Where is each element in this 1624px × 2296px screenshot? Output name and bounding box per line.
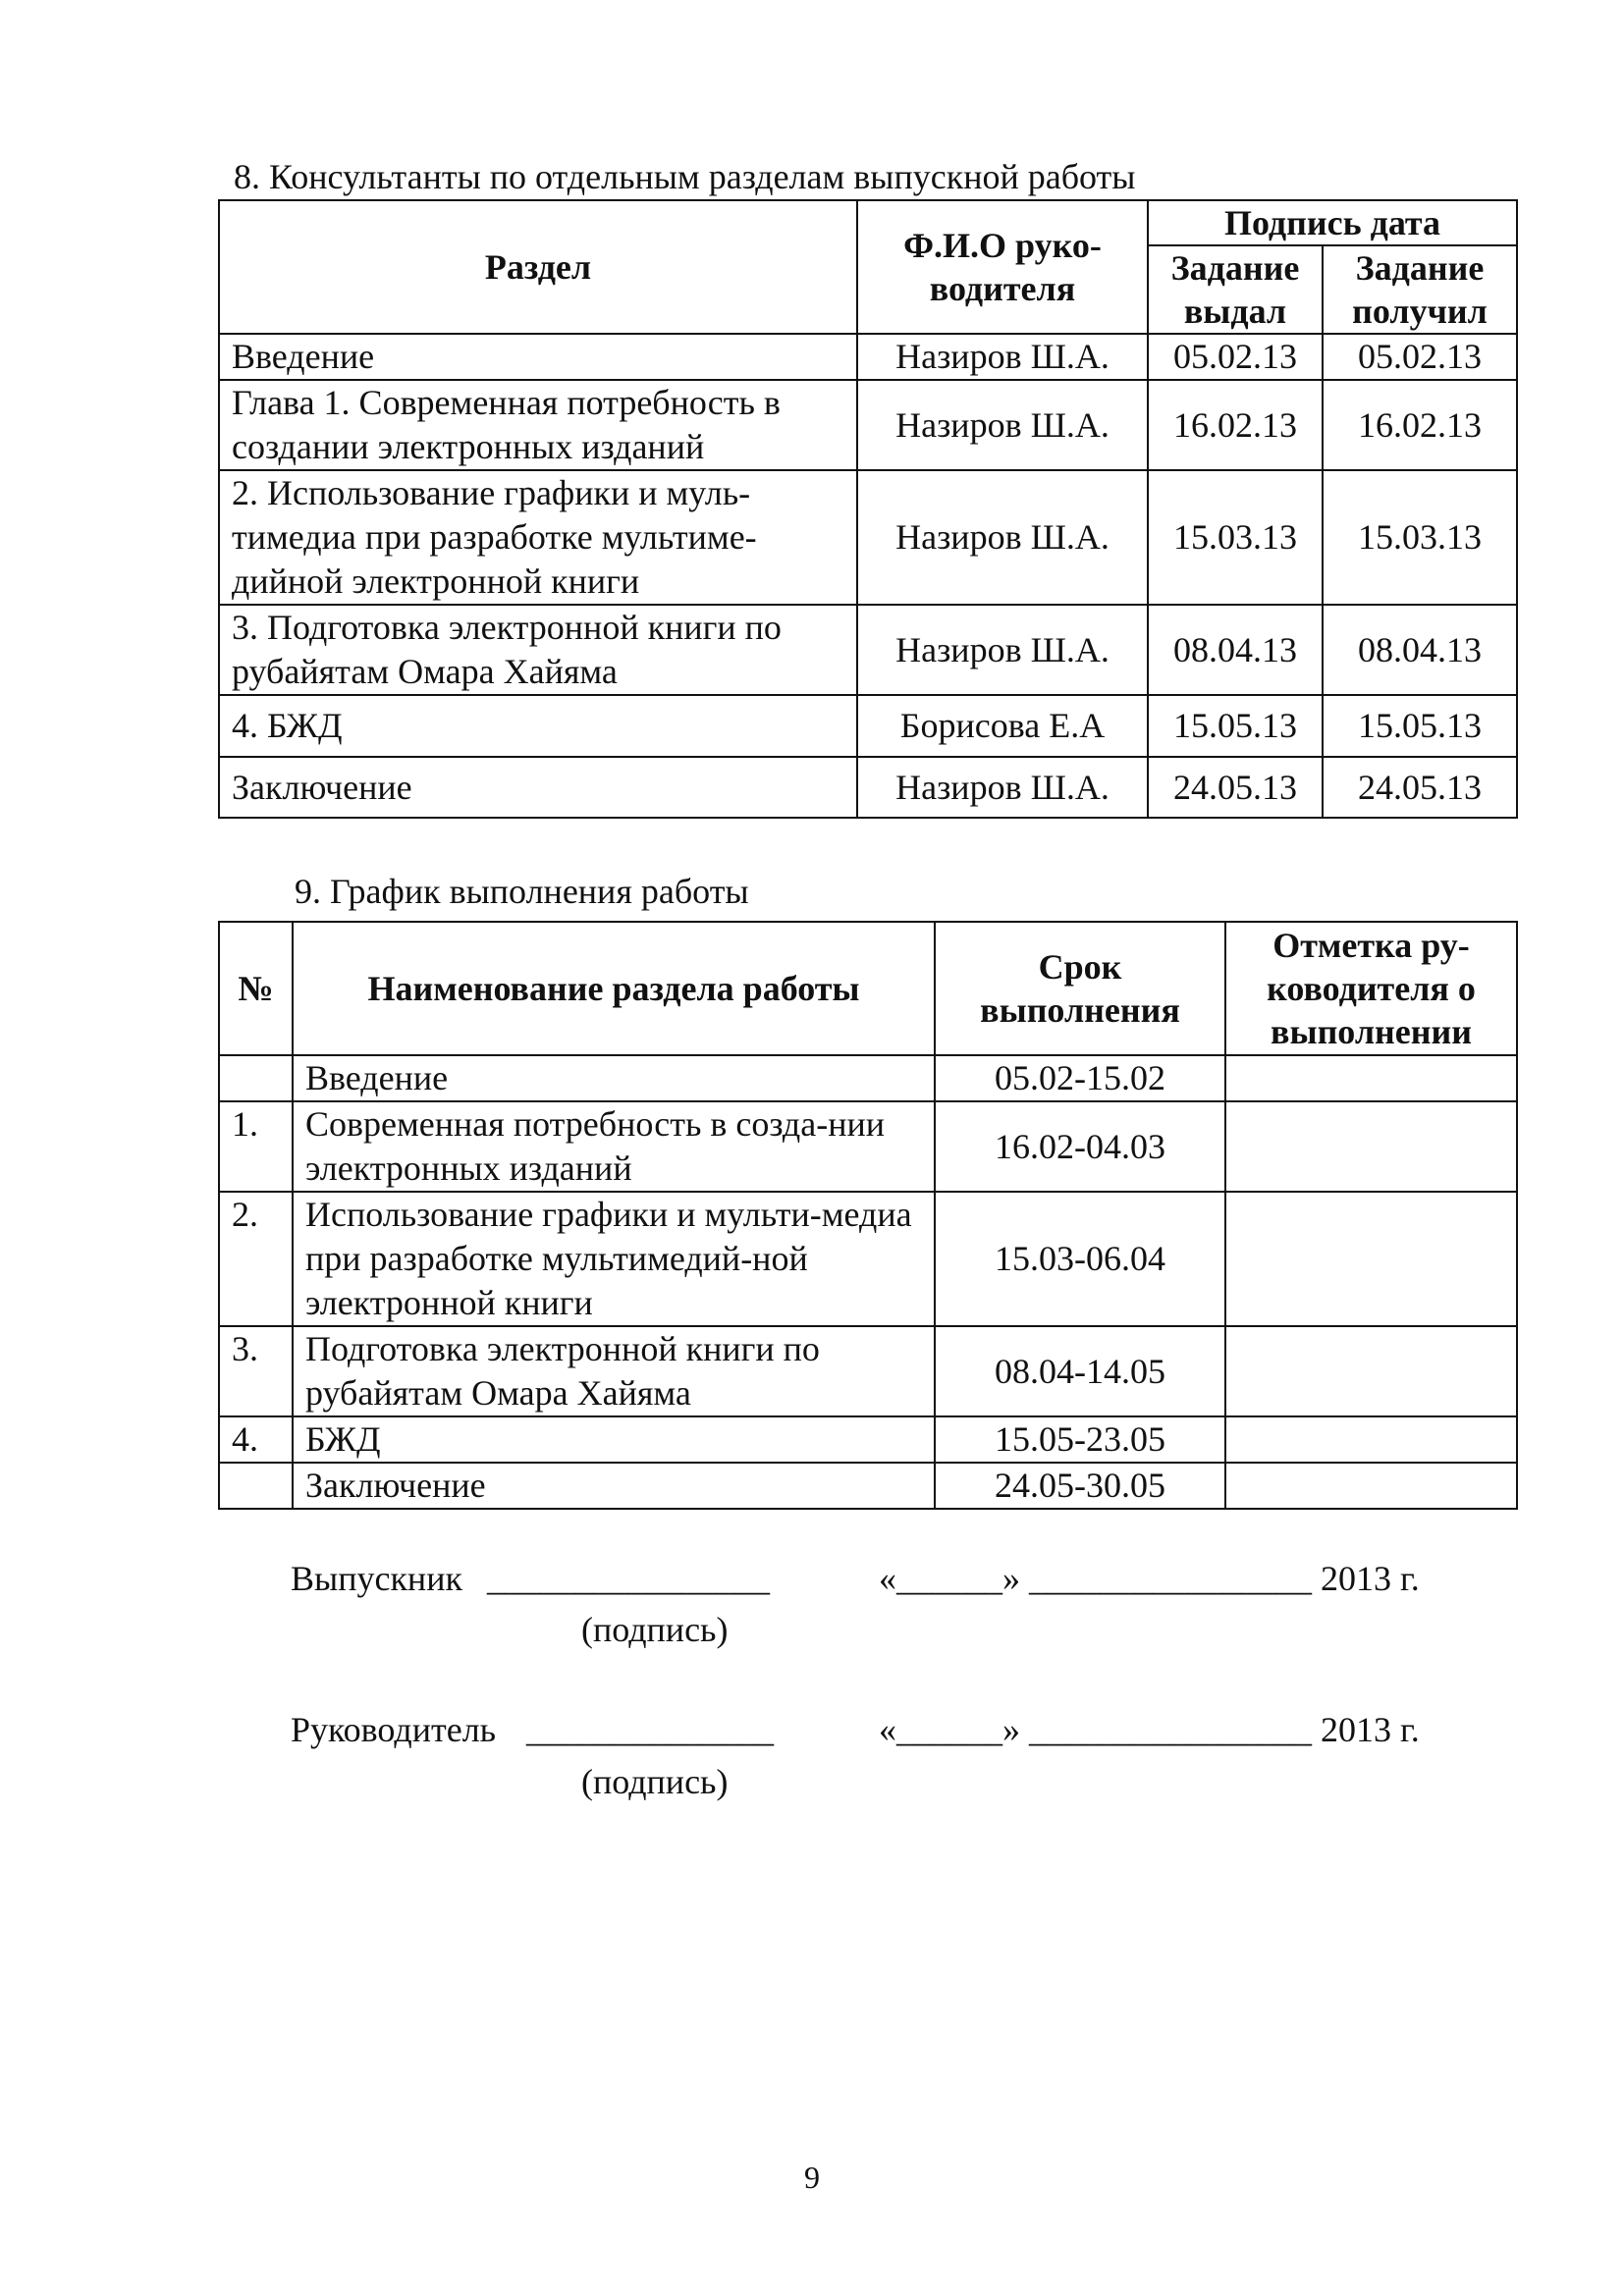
- table-row: [219, 695, 1517, 757]
- num-cell: [219, 1055, 293, 1101]
- deadline-cell: 16.02-04.03: [935, 1101, 1225, 1192]
- received-date-cell: 16.02.13: [1323, 380, 1517, 470]
- supervisor-cell: Назиров Ш.А.: [857, 757, 1148, 818]
- header-deadline: Срок выполнения: [935, 922, 1225, 1055]
- graduate-signature-line: ________________: [487, 1559, 770, 1598]
- section-cell: 2. Использование графики и муль-тимедиа при разработке мультиме-дийной электронной книги: [219, 470, 857, 605]
- mark-cell: [1225, 1101, 1517, 1192]
- table-row: [219, 1101, 1517, 1192]
- received-date-cell: 15.05.13: [1323, 695, 1517, 757]
- header-signature-date: Подпись дата: [1148, 200, 1517, 245]
- issued-date-cell: 05.02.13: [1148, 334, 1323, 380]
- mark-cell: [1225, 1192, 1517, 1326]
- num-cell: [219, 1463, 293, 1509]
- mark-cell: [1225, 1416, 1517, 1463]
- header-section: Раздел: [219, 200, 857, 334]
- supervisor-signature-caption: (подпись): [581, 1762, 729, 1801]
- section9-title: 9. График выполнения работы: [295, 872, 749, 911]
- graduate-signature-label: Выпускник: [291, 1559, 462, 1598]
- table-row: [219, 334, 1517, 380]
- deadline-cell: 15.03-06.04: [935, 1192, 1225, 1326]
- page-number: 9: [804, 2160, 820, 2195]
- deadline-cell: 08.04-14.05: [935, 1326, 1225, 1416]
- section-cell: Заключение: [219, 757, 857, 818]
- issued-date-cell: 24.05.13: [1148, 757, 1323, 818]
- table-row: [219, 1326, 1517, 1416]
- name-cell: Современная потребность в созда-нии электронных изданий: [293, 1101, 935, 1192]
- mark-cell: [1225, 1463, 1517, 1509]
- header-num: №: [219, 922, 293, 1055]
- num-cell: 3.: [219, 1326, 293, 1416]
- received-date-cell: 08.04.13: [1323, 605, 1517, 695]
- graduate-signature-caption: (подпись): [581, 1610, 729, 1649]
- received-date-cell: 15.03.13: [1323, 470, 1517, 605]
- issued-date-cell: 16.02.13: [1148, 380, 1323, 470]
- mark-cell: [1225, 1326, 1517, 1416]
- table-row: [219, 1192, 1517, 1326]
- issued-date-cell: 08.04.13: [1148, 605, 1323, 695]
- table-row: [219, 380, 1517, 470]
- table-row: [219, 1416, 1517, 1463]
- header-name: Наименование раздела работы: [293, 922, 935, 1055]
- issued-date-cell: 15.05.13: [1148, 695, 1323, 757]
- consultants-table: [218, 199, 1518, 819]
- num-cell: 4.: [219, 1416, 293, 1463]
- received-date-cell: 24.05.13: [1323, 757, 1517, 818]
- section8-title: 8. Консультанты по отдельным разделам выпускной работы: [234, 157, 1136, 196]
- header-supervisor: Ф.И.О руко-водителя: [857, 200, 1148, 334]
- name-cell: Введение: [293, 1055, 935, 1101]
- num-cell: 1.: [219, 1101, 293, 1192]
- mark-cell: [1225, 1055, 1517, 1101]
- deadline-cell: 15.05-23.05: [935, 1416, 1225, 1463]
- schedule-table: [218, 921, 1518, 1510]
- supervisor-signature-line: ______________: [526, 1710, 774, 1749]
- graduate-date-line: «______» ________________ 2013 г.: [879, 1559, 1420, 1598]
- supervisor-cell: Борисова Е.А: [857, 695, 1148, 757]
- header-received: Задание получил: [1323, 245, 1517, 334]
- table-row: [219, 757, 1517, 818]
- table-row: [219, 1463, 1517, 1509]
- supervisor-cell: Назиров Ш.А.: [857, 380, 1148, 470]
- deadline-cell: 24.05-30.05: [935, 1463, 1225, 1509]
- section-cell: Глава 1. Современная потребность в создании электронных изданий: [219, 380, 857, 470]
- supervisor-cell: Назиров Ш.А.: [857, 605, 1148, 695]
- section-cell: Введение: [219, 334, 857, 380]
- name-cell: БЖД: [293, 1416, 935, 1463]
- section-cell: 4. БЖД: [219, 695, 857, 757]
- name-cell: Подготовка электронной книги по рубайятам Омара Хайяма: [293, 1326, 935, 1416]
- supervisor-cell: Назиров Ш.А.: [857, 470, 1148, 605]
- supervisor-date-line: «______» ________________ 2013 г.: [879, 1710, 1420, 1749]
- name-cell: Заключение: [293, 1463, 935, 1509]
- header-mark: Отметка ру-ководителя о выполнении: [1225, 922, 1517, 1055]
- num-cell: 2.: [219, 1192, 293, 1326]
- name-cell: Использование графики и мульти-медиа при разработке мультимедий-ной электронной книги: [293, 1192, 935, 1326]
- header-issued: Задание выдал: [1148, 245, 1323, 334]
- section-cell: 3. Подготовка электронной книги по рубайятам Омара Хайяма: [219, 605, 857, 695]
- supervisor-signature-label: Руководитель: [291, 1710, 497, 1749]
- received-date-cell: 05.02.13: [1323, 334, 1517, 380]
- table-row: [219, 605, 1517, 695]
- table-row: [219, 1055, 1517, 1101]
- supervisor-cell: Назиров Ш.А.: [857, 334, 1148, 380]
- deadline-cell: 05.02-15.02: [935, 1055, 1225, 1101]
- table-row: [219, 470, 1517, 605]
- issued-date-cell: 15.03.13: [1148, 470, 1323, 605]
